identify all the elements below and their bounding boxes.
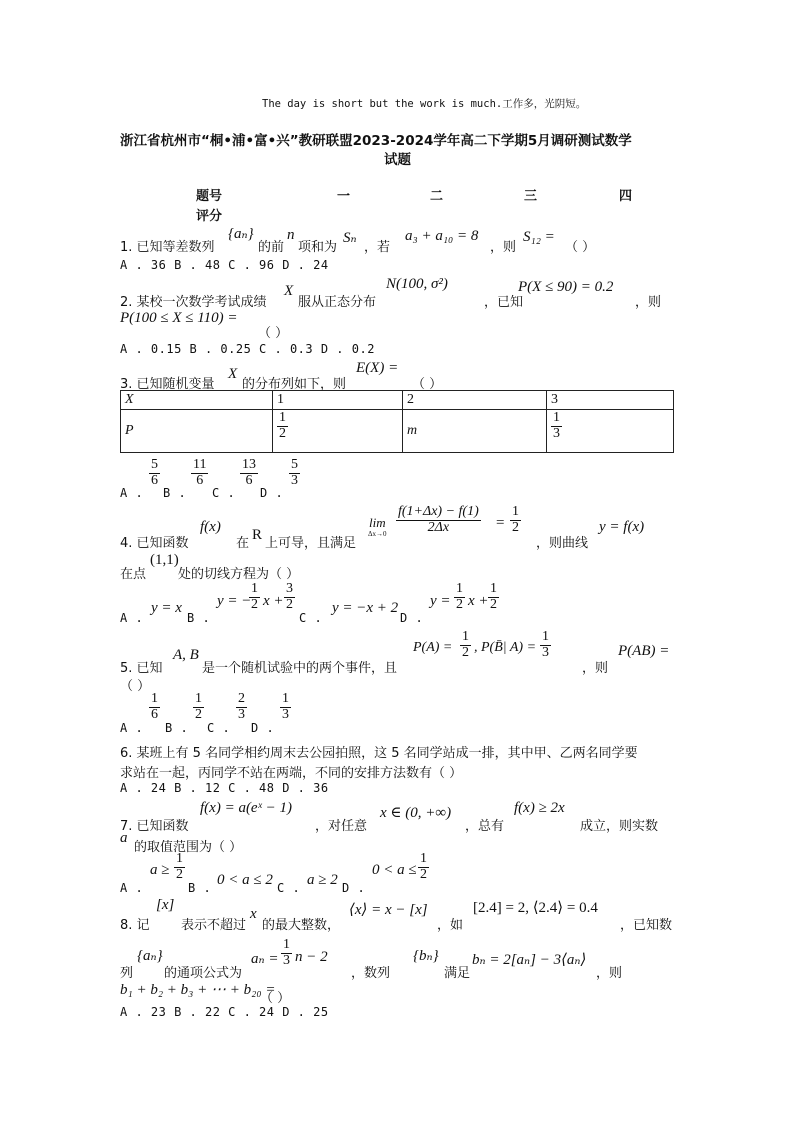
q4-opt-c: y = −x + 2 xyxy=(332,600,399,616)
q8-math-x: x xyxy=(250,906,257,922)
q3-text-3: （ ） xyxy=(412,377,443,392)
q3-opt-a-den: 6 xyxy=(151,472,158,488)
q3-math-x: X xyxy=(228,366,238,382)
dist-p3-num: 1 xyxy=(553,410,560,425)
q8-text-11: （ ） xyxy=(260,991,291,1006)
q7-text-5: 的取值范围为（ ） xyxy=(134,840,243,855)
q3-math-ex: E(X) = xyxy=(356,360,399,376)
q5-opt-c-den: 3 xyxy=(238,706,245,722)
q4-opt-d-frac2 xyxy=(486,582,501,612)
q1-text-3: 项和为 xyxy=(298,240,338,255)
q8-text-6: 列 xyxy=(120,966,134,981)
q8-math-an-def-pre: aₙ = xyxy=(251,951,279,967)
q4-text-6: 处的切线方程为（ ） xyxy=(178,567,300,582)
q4-half-den: 2 xyxy=(512,519,519,535)
q3-text-1: 3. 已知随机变量 xyxy=(120,377,215,392)
q7-math-f: f(x) = a(eˣ − 1) xyxy=(200,800,292,816)
q7-math-domain: x ∈ (0, +∞) xyxy=(380,805,452,821)
q5-math-ab: A, B xyxy=(173,647,199,663)
q4-opt-d-frac1 xyxy=(452,582,467,612)
q4-opt-d-frac1-den: 2 xyxy=(456,596,463,612)
q5-opt-b-label: B . xyxy=(165,721,189,735)
q4-half-num: 1 xyxy=(512,504,519,519)
q3-opt-d-num: 5 xyxy=(291,457,298,472)
q1-text-2: 的前 xyxy=(258,240,285,255)
dist-p2: m xyxy=(403,410,547,453)
q1-text-1: 1. 已知等差数列 xyxy=(120,240,215,255)
q3-opt-c xyxy=(238,458,260,488)
q4-opt-b-mid: x + xyxy=(263,593,284,609)
q7-opt-b: 0 < a ≤ 2 xyxy=(217,872,273,888)
q1-math-cond: a₃ + a₁₀ = 8 xyxy=(405,228,479,244)
q5-opt-c-num: 2 xyxy=(238,691,245,706)
q3-opt-b-label: B . xyxy=(163,486,187,500)
q4-math-point: (1,1) xyxy=(150,552,179,568)
q3-opt-b xyxy=(189,458,210,488)
q5-opt-a-den: 6 xyxy=(151,706,158,722)
q7-text-2: ，对任意 xyxy=(315,819,368,834)
q5-math-cond-frac1: $\frac{1}{2}$ xyxy=(462,629,469,660)
q7-opt-c: a ≥ 2 xyxy=(307,872,338,888)
q3-opt-c-den: 6 xyxy=(245,472,253,488)
q4-math-lim-sub: Δx→0 xyxy=(368,530,387,538)
q2-text-1: 2. 某校一次数学考试成绩 xyxy=(120,295,267,310)
dist-row-p: P xyxy=(121,410,273,453)
q8-math-an: {aₙ} xyxy=(137,948,163,964)
q7-text-4: 成立，则实数 xyxy=(580,819,659,834)
q4-opt-b-frac2: $\frac{3}{2}$ xyxy=(286,581,293,612)
q4-opt-b-frac1 xyxy=(247,582,262,612)
q8-text-9: 满足 xyxy=(444,966,471,981)
q4-opt-a: y = x xyxy=(151,600,182,616)
q7-math-ineq: f(x) ≥ 2x xyxy=(514,800,565,816)
q3-opt-d-den: 3 xyxy=(291,472,298,488)
q8-math-bn-def: bₙ = 2[aₙ] − 3⟨aₙ⟩ xyxy=(472,952,587,968)
q5-opt-d-num: 1 xyxy=(282,691,289,706)
q4-text-3: 上可导，且满足 xyxy=(265,536,357,551)
q4-opt-b-label: B . xyxy=(187,611,211,625)
q8-math-example: [2.4] = 2, ⟨2.4⟩ = 0.4 xyxy=(473,900,598,916)
dist-p1-num: 1 xyxy=(279,410,286,425)
q5-text-1: 5. 已知 xyxy=(120,661,163,676)
q7-math-a: a xyxy=(120,830,128,846)
q5-opt-b-num: 1 xyxy=(195,691,202,706)
q4-math-lim-frac xyxy=(394,505,483,535)
dist-p1-den: 2 xyxy=(279,425,286,441)
q8-math-sum: b₁ + b₂ + b₃ + ⋯ + b₂₀ = xyxy=(120,982,276,998)
q7-opt-d-label: D . xyxy=(342,881,366,895)
q1-math-s12: S₁₂ = xyxy=(523,229,555,245)
q8-math-bn: {bₙ} xyxy=(413,948,439,964)
q8-text-2: 表示不超过 xyxy=(181,918,247,933)
q1-options: A . 36 B . 48 C . 96 D . 24 xyxy=(120,258,329,272)
q4-text-4: ，则曲线 xyxy=(536,536,589,551)
q7-text-3: ，总有 xyxy=(465,819,505,834)
distribution-table xyxy=(120,390,674,453)
q2-math-prob: P(100 ≤ X ≤ 110) = xyxy=(120,310,238,326)
q4-opt-d-mid: x + xyxy=(468,593,489,609)
q7-opt-d-frac: $\frac{1}{2}$ xyxy=(420,851,427,882)
q5-math-cond-b: , P(B̄| A) = xyxy=(474,640,537,655)
q8-math-floor: [x] xyxy=(156,897,175,913)
q7-opt-a-frac: $\frac{1}{2}$ xyxy=(176,851,183,882)
q4-math-r: R xyxy=(252,527,263,543)
q2-options: A . 0.15 B . 0.25 C . 0.3 D . 0.2 xyxy=(120,342,375,356)
q7-opt-b-label: B . xyxy=(188,881,212,895)
q5-text-2: 是一个随机试验中的两个事件，且 xyxy=(202,661,398,676)
q6-options: A . 24 B . 12 C . 48 D . 36 xyxy=(120,781,329,795)
dist-p1 xyxy=(273,410,403,453)
dist-header-2: 2 xyxy=(403,391,547,410)
q2-math-normal: N(100, σ²) xyxy=(386,276,448,292)
q4-math-eq: = xyxy=(496,515,505,531)
q5-text-4: （ ） xyxy=(120,679,151,694)
q4-opt-d-label: D . xyxy=(400,611,424,625)
q7-opt-c-label: C . xyxy=(277,881,301,895)
dist-header-x: X xyxy=(121,391,273,410)
q3-opt-a-label: A . xyxy=(120,486,144,500)
q2-math-p90: P(X ≤ 90) = 0.2 xyxy=(518,279,614,295)
dist-header-1: 1 xyxy=(273,391,403,410)
q4-opt-b-frac1-den: 2 xyxy=(251,596,258,612)
q1-text-4: ，若 xyxy=(364,240,391,255)
q8-text-10: ，则 xyxy=(596,966,623,981)
q4-lim-den: 2Δx xyxy=(427,519,450,535)
q4-math-half xyxy=(508,505,523,535)
page-title-line2: 试题 xyxy=(384,152,411,168)
q4-opt-d-pre: y = xyxy=(430,593,451,609)
q5-text-3: ，则 xyxy=(582,661,609,676)
q4-math-fx: f(x) xyxy=(200,519,221,535)
q4-text-5: 在点 xyxy=(120,567,147,582)
q4-opt-d-frac2-num: 1 xyxy=(490,581,497,596)
header-motto: The day is short but the work is much.工作多，光阴短。 xyxy=(262,98,587,110)
q4-opt-a-label: A . xyxy=(120,611,144,625)
q4-opt-d-frac1-num: 1 xyxy=(456,581,463,596)
q8-math-an-def-post: n − 2 xyxy=(295,949,328,965)
q5-opt-d-label: D . xyxy=(251,721,275,735)
score-header-3: 三 xyxy=(524,189,538,204)
q8-math-an-def-frac: $\frac{1}{3}$ xyxy=(283,937,290,968)
q6-line-1: 6. 某班上有 5 名同学相约周末去公园拍照，这 5 名同学站成一排，其中甲、乙两名同学要 xyxy=(120,746,638,761)
q3-opt-b-num: 11 xyxy=(193,457,207,472)
q2-text-5: （ ） xyxy=(258,326,289,341)
q1-math-n: n xyxy=(287,227,295,243)
q3-opt-a xyxy=(147,458,162,488)
q2-math-x: X xyxy=(284,283,294,299)
dist-header-3: 3 xyxy=(547,391,674,410)
q8-text-1: 8. 记 xyxy=(120,918,150,933)
q1-text-6: （ ） xyxy=(565,240,596,255)
q5-opt-c-label: C . xyxy=(207,721,231,735)
q4-opt-d-frac2-den: 2 xyxy=(490,596,497,612)
dist-p3 xyxy=(547,410,674,453)
q5-math-cond-frac2: $\frac{1}{3}$ xyxy=(542,629,549,660)
q5-math-pab: P(AB) = xyxy=(618,643,670,659)
score-row-label: 评分 xyxy=(196,209,223,224)
q7-text-1: 7. 已知函数 xyxy=(120,819,189,834)
q4-opt-b-frac1-num: 1 xyxy=(251,581,258,596)
q4-text-1: 4. 已知函数 xyxy=(120,536,189,551)
q3-text-2: 的分布列如下，则 xyxy=(242,377,347,392)
dist-p3-den: 3 xyxy=(553,425,560,441)
score-header-1: 一 xyxy=(337,189,351,204)
q3-opt-d xyxy=(287,458,302,488)
q8-text-3: 的最大整数， xyxy=(262,918,341,933)
q4-lim-num: f(1+Δx) − f(1) xyxy=(398,504,479,519)
q5-math-cond-a: P(A) = xyxy=(413,640,453,655)
q8-text-8: ，数列 xyxy=(351,966,391,981)
q5-opt-d-den: 3 xyxy=(282,706,289,722)
q3-opt-b-den: 6 xyxy=(196,472,204,488)
q7-opt-d: 0 < a ≤ xyxy=(372,862,417,878)
score-header-4: 四 xyxy=(619,189,633,204)
q1-math-sn: Sₙ xyxy=(343,230,357,246)
q6-line-2: 求站在一起，丙同学不站在两端，不同的安排方法数有（ ） xyxy=(120,766,463,781)
q8-text-5: ，已知数 xyxy=(620,918,673,933)
q7-opt-a: a ≥ xyxy=(150,862,170,878)
q8-math-frac: ⟨x⟩ = x − [x] xyxy=(349,902,428,918)
q5-opt-a-num: 1 xyxy=(151,691,158,706)
q4-math-curve: y = f(x) xyxy=(599,519,645,535)
q1-text-5: ，则 xyxy=(490,240,517,255)
q5-opt-b-den: 2 xyxy=(195,706,202,722)
q7-opt-a-label: A . xyxy=(120,881,144,895)
page-title: 浙江省杭州市“桐•浦•富•兴”教研联盟2023-2024学年高二下学期5月调研测试数学 xyxy=(120,133,632,149)
q4-text-2: 在 xyxy=(236,536,250,551)
q3-opt-a-num: 5 xyxy=(151,457,158,472)
q8-options: A . 23 B . 22 C . 24 D . 25 xyxy=(120,1005,329,1019)
q5-opt-b xyxy=(191,692,206,722)
q3-opt-c-num: 13 xyxy=(242,457,256,472)
score-header-label: 题号 xyxy=(196,189,223,204)
q2-text-2: 服从正态分布 xyxy=(298,295,377,310)
q4-opt-b-pre: y = − xyxy=(217,593,252,609)
q3-opt-c-label: C . xyxy=(212,486,236,500)
q5-opt-a-label: A . xyxy=(120,721,144,735)
q5-opt-a xyxy=(147,692,162,722)
q8-text-7: 的通项公式为 xyxy=(164,966,243,981)
q5-opt-d xyxy=(278,692,293,722)
q3-opt-d-label: D . xyxy=(260,486,284,500)
score-header-2: 二 xyxy=(430,189,444,204)
q8-text-4: ，如 xyxy=(437,918,464,933)
q4-math-lim: lim xyxy=(369,515,386,530)
q2-text-3: ，已知 xyxy=(484,295,524,310)
q4-opt-c-label: C . xyxy=(299,611,323,625)
q2-text-4: ，则 xyxy=(635,295,662,310)
q5-opt-c xyxy=(234,692,249,722)
q1-math-an: {aₙ} xyxy=(228,226,254,242)
